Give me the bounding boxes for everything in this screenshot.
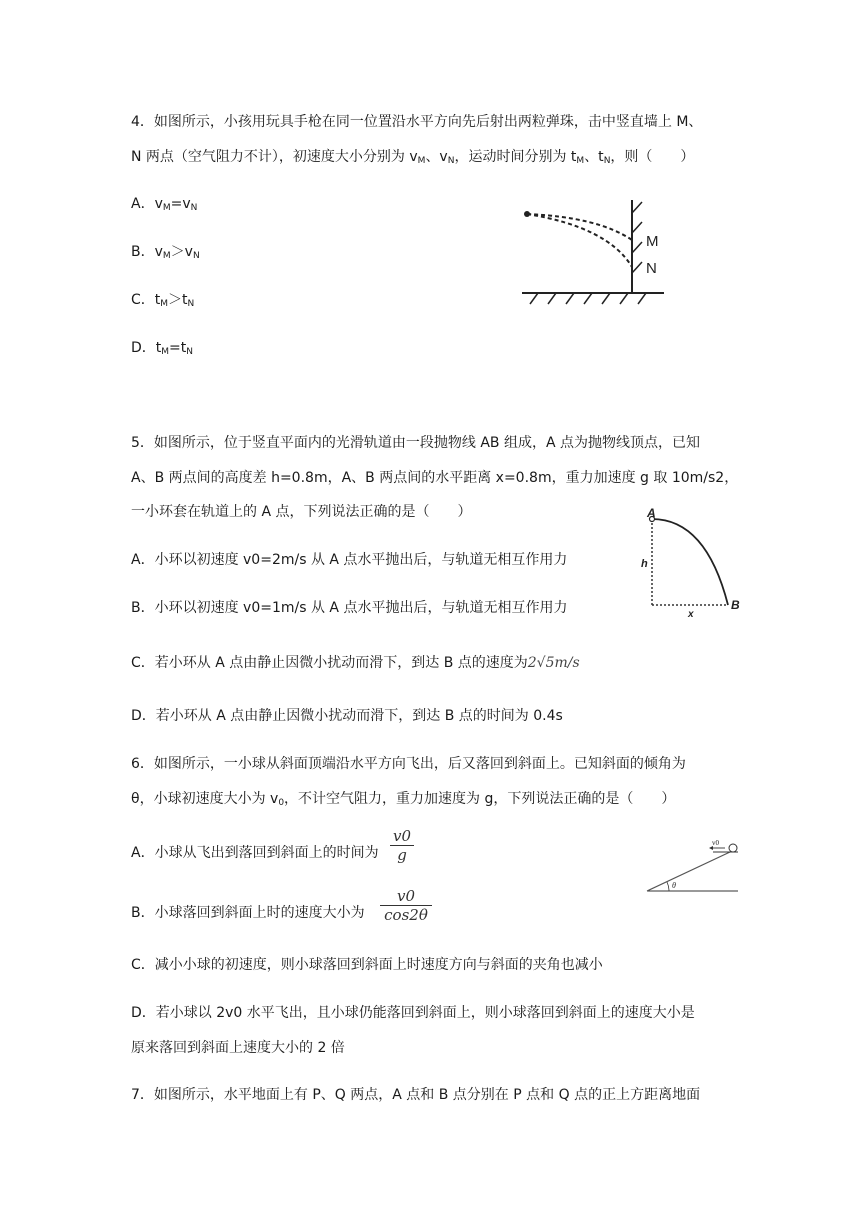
q5-stem-line3: 一小环套在轨道上的 A 点，下列说法正确的是（ ） [131,504,472,520]
q4-label-n: N [646,260,657,277]
q6-option-a: A．小球从飞出到落回到斜面上的时间为 [131,845,379,861]
q4-option-b: B．$v_M>v_N$ [131,244,200,261]
q6-option-a-numerator: v0 [392,827,412,845]
q5-option-b: B．小环以初速度 v0=1m/s 从 A 点水平抛出后，与轨道无相互作用力 [131,600,568,616]
q6-stem-line2: θ，小球初速度大小为 $v_0$，不计空气阻力，重力加速度为 g，下列说法正确的是（ ） [131,791,676,808]
q6-option-a-fraction [390,828,414,863]
q5-option-c-formula: 2√5m/s [527,655,580,671]
q5-stem-line1: 5．如图所示，位于竖直平面内的光滑轨道由一段抛物线 AB 组成，A 点为抛物线顶点，已知 [131,435,701,451]
q4-option-d: D．$t_M=t_N$ [131,340,194,357]
q4-figure-wall-trajectories [518,195,668,310]
q5-figure-parabola-track [636,505,746,625]
q5-label-h: h [641,558,648,570]
q6-stem-line1: 6．如图所示，一小球从斜面顶端沿水平方向飞出，后又落回到斜面上。已知斜面的倾角为 [131,756,686,772]
q5-option-d: D．若小环从 A 点由静止因微小扰动而滑下，到达 B 点的时间为 0.4s [131,708,563,724]
q6-option-d-line1: D．若小球以 2v0 水平飞出，且小球仍能落回到斜面上，则小球落回到斜面上的速度大小是 [131,1005,695,1021]
q5-label-x: x [688,609,694,620]
q6-option-b-fraction [380,888,432,923]
q4-option-a: A．$v_M=v_N$ [131,196,198,213]
q5-option-c-text: C．若小环从 A 点由静止因微小扰动而滑下，到达 B 点的速度为 [131,655,528,671]
q6-label-v0: v0 [712,839,719,847]
q4-option-c: C．$t_M>t_N$ [131,292,195,309]
q5-stem-line2: A、B 两点间的高度差 h=0.8m，A、B 两点间的水平距离 x=0.8m，重力加速度 g 取 10m/s2， [131,470,739,486]
q6-option-b-denominator: cos2θ [384,906,428,924]
q4-label-m: M [646,233,659,250]
q5-option-c [131,653,580,673]
q6-option-b-numerator: v0 [396,887,416,905]
q7-stem-line1: 7．如图所示，水平地面上有 P、Q 两点，A 点和 B 点分别在 P 点和 Q 点的正上方距离地面 [131,1087,701,1103]
q6-option-a-denominator: g [397,846,407,864]
q4-stem-line2: N 两点（空气阻力不计），初速度大小分别为 $v_M$、$v_N$，运动时间分别为 $t_M$、$t_N$，则（ ） [131,149,695,166]
q5-label-a: A [647,506,656,520]
q6-option-d-line2: 原来落回到斜面上速度大小的 2 倍 [131,1040,345,1056]
q5-option-a: A．小环以初速度 v0=2m/s 从 A 点水平抛出后，与轨道无相互作用力 [131,552,568,568]
q6-label-theta: θ [672,881,676,890]
q6-option-b: B．小球落回到斜面上时的速度大小为 [131,905,365,921]
q5-label-b: B [731,598,740,612]
q6-option-c: C．减小小球的初速度，则小球落回到斜面上时速度方向与斜面的夹角也减小 [131,957,603,973]
q4-stem-line1: 4．如图所示，小孩用玩具手枪在同一位置沿水平方向先后射出两粒弹珠，击中竖直墙上 M、 [131,114,703,130]
q6-figure-incline [645,838,740,896]
